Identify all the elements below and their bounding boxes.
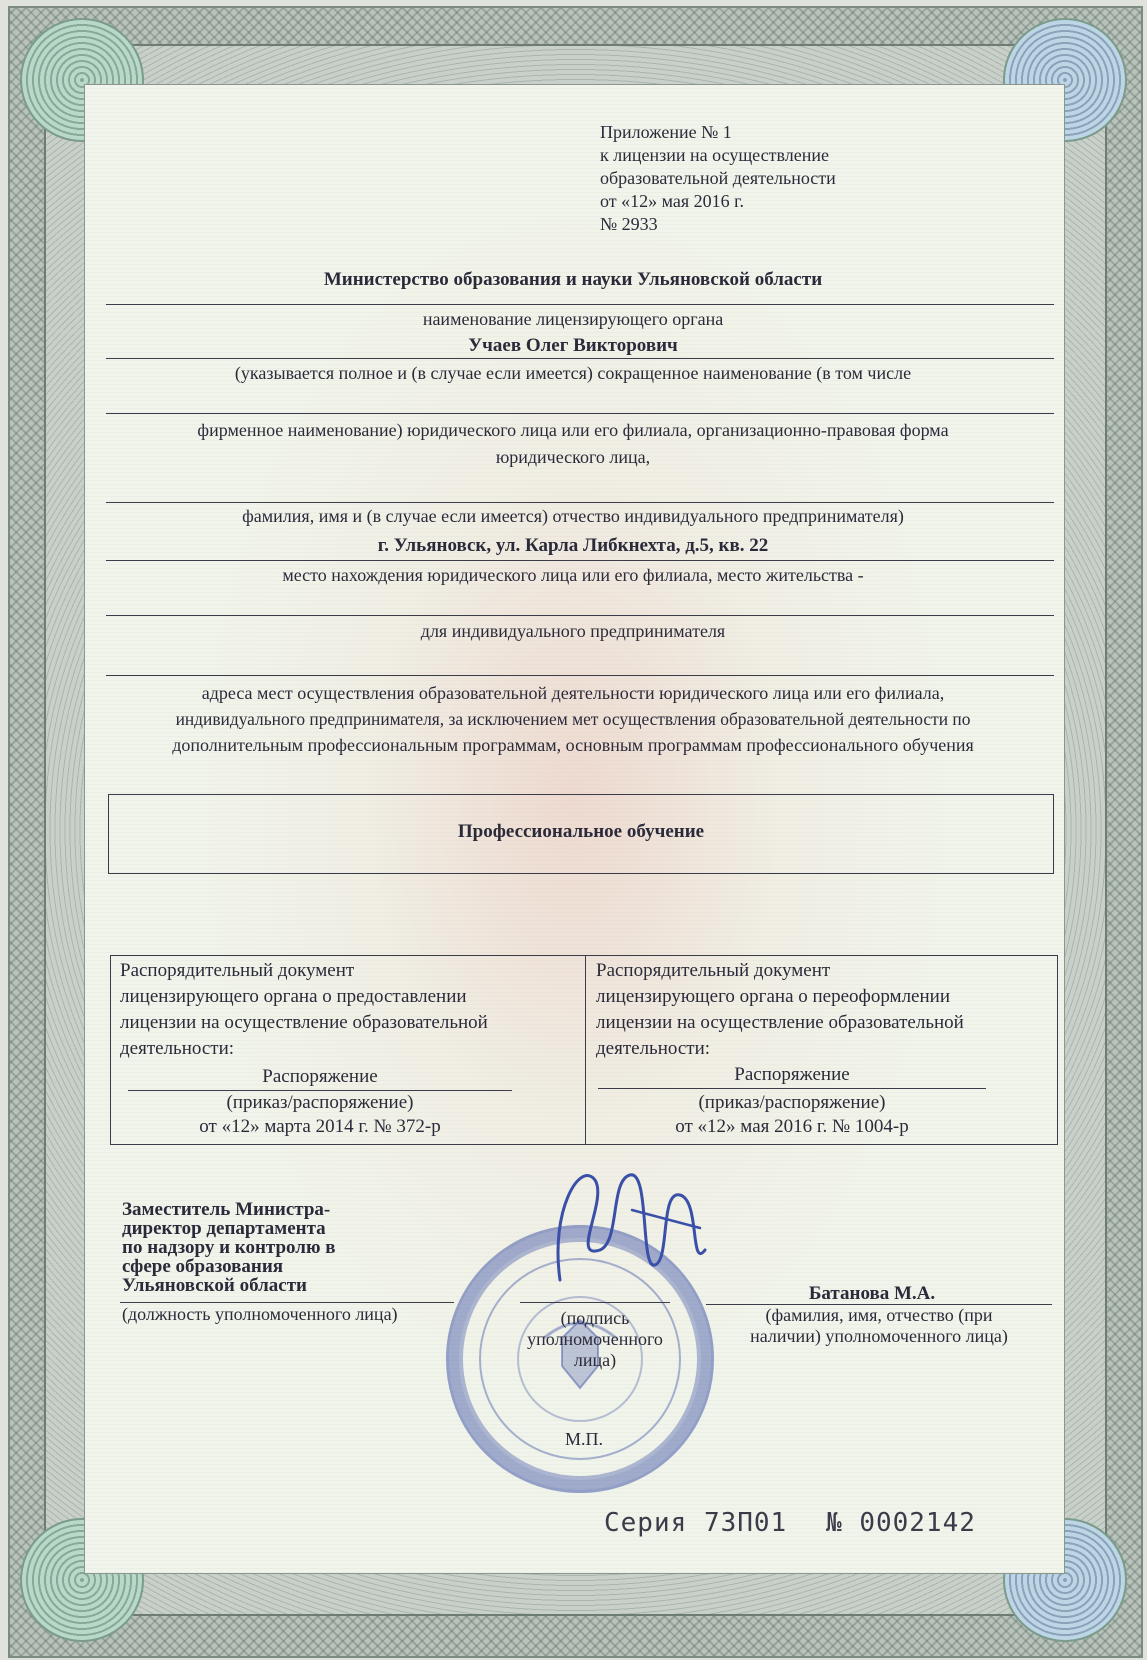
right-doc-line: Распорядительный документ <box>596 960 831 981</box>
annex-header <box>600 121 900 236</box>
signature-caption-line: лица) <box>573 1350 617 1370</box>
signatory-position <box>122 1200 442 1295</box>
location-caption-2: для индивидуального предпринимателя <box>420 621 726 641</box>
right-doc-type-caption: (приказ/распоряжение) <box>698 1092 886 1113</box>
name-caption-line: наличии) уполномоченного лица) <box>750 1326 1008 1346</box>
signatory-position-line: директор департамента <box>122 1218 326 1239</box>
seal-caption: М.П. <box>565 1429 604 1449</box>
rule-line <box>106 615 1054 616</box>
series-value: 73П01 <box>703 1508 788 1538</box>
addresses-caption-1: адреса мест осуществления образовательной деятельности юридического лица или его филиала, <box>201 683 945 703</box>
signature-caption-line: (подпись <box>560 1308 630 1328</box>
name-caption-line: (фамилия, имя, отчество (при <box>765 1305 993 1325</box>
location-caption-1: место нахождения юридического лица или его филиала, место жительства - <box>282 565 864 585</box>
annex-line: к лицензии на осуществление <box>600 145 829 165</box>
handwritten-signature <box>540 1150 720 1300</box>
right-doc-line: лицензирующего органа о переоформлении <box>596 986 950 1007</box>
rule-line <box>106 675 1054 676</box>
left-doc-type-caption: (приказ/распоряжение) <box>226 1092 414 1113</box>
signatory-position-line: сфере образования <box>122 1256 284 1277</box>
licensing-body-name: Министерство образования и науки Ульяновской области <box>323 269 823 290</box>
left-doc-line: лицензии на осуществление образовательной <box>120 1012 488 1033</box>
licensing-body-caption: наименование лицензирующего органа <box>422 309 724 329</box>
annex-line: № 2933 <box>600 214 658 234</box>
left-doc-date-number: от «12» марта 2014 г. № 372-р <box>199 1116 441 1137</box>
number-value: 0002142 <box>859 1508 976 1538</box>
rule-line <box>520 1302 670 1303</box>
signatory-position-line: по надзору и контролю в <box>122 1237 336 1258</box>
rule-line <box>106 358 1054 359</box>
rule-line <box>598 1088 986 1089</box>
licensee-name: Учаев Олег Викторович <box>468 335 678 356</box>
left-doc-line: Распорядительный документ <box>120 960 355 981</box>
left-doc-type: Распоряжение <box>262 1066 378 1087</box>
signatory-position-line: Ульяновской области <box>122 1275 307 1296</box>
left-doc-line: деятельности: <box>120 1038 235 1059</box>
form-series <box>604 1508 787 1538</box>
location-value: г. Ульяновск, ул. Карла Либкнехта, д.5, кв. 22 <box>377 535 769 556</box>
series-label: Серия <box>604 1508 688 1538</box>
rule-line <box>106 413 1054 414</box>
right-doc-line: лицензии на осуществление образовательной <box>596 1012 964 1033</box>
right-doc-type: Распоряжение <box>734 1064 850 1085</box>
signatory-position-line: Заместитель Министра- <box>122 1199 331 1220</box>
right-doc-line: деятельности: <box>596 1038 711 1059</box>
program-box-value: Профессиональное обучение <box>457 821 705 842</box>
rule-line <box>106 502 1054 503</box>
number-label: № <box>826 1508 843 1538</box>
signature-caption-line: уполномоченного <box>527 1329 663 1349</box>
right-doc-heading <box>596 958 1056 1062</box>
right-doc-date-number: от «12» мая 2016 г. № 1004-р <box>675 1116 909 1137</box>
annex-line: от «12» мая 2016 г. <box>600 191 745 211</box>
licensee-caption-3: юридического лица, <box>495 447 651 467</box>
rule-line <box>106 560 1054 561</box>
rule-line <box>106 304 1054 305</box>
signatory-name: Батанова М.А. <box>808 1283 936 1304</box>
licensee-caption-1: (указывается полное и (в случае если имеется) сокращенное наименование (в том числе <box>234 363 912 383</box>
licensee-caption-4: фамилия, имя и (в случае если имеется) отчество индивидуального предпринимателя) <box>242 506 904 526</box>
signatory-name-caption <box>706 1305 1052 1347</box>
left-doc-line: лицензирующего органа о предоставлении <box>120 986 467 1007</box>
addresses-caption-3: дополнительным профессиональным программам, основным программам профессионального обучения <box>172 735 974 755</box>
annex-line: образовательной деятельности <box>600 168 836 188</box>
left-doc-heading <box>120 958 580 1062</box>
signatory-position-caption: (должность уполномоченного лица) <box>122 1304 398 1324</box>
signature-caption <box>510 1308 680 1371</box>
form-number <box>826 1508 976 1538</box>
annex-line: Приложение № 1 <box>600 122 732 142</box>
documents-table-divider <box>585 955 586 1145</box>
licensee-caption-2: фирменное наименование) юридического лица или его филиала, организационно-правовая форма <box>197 420 949 440</box>
addresses-caption-2: индивидуального предпринимателя, за исключением мет осуществления образовательной деятельности по <box>175 709 971 729</box>
